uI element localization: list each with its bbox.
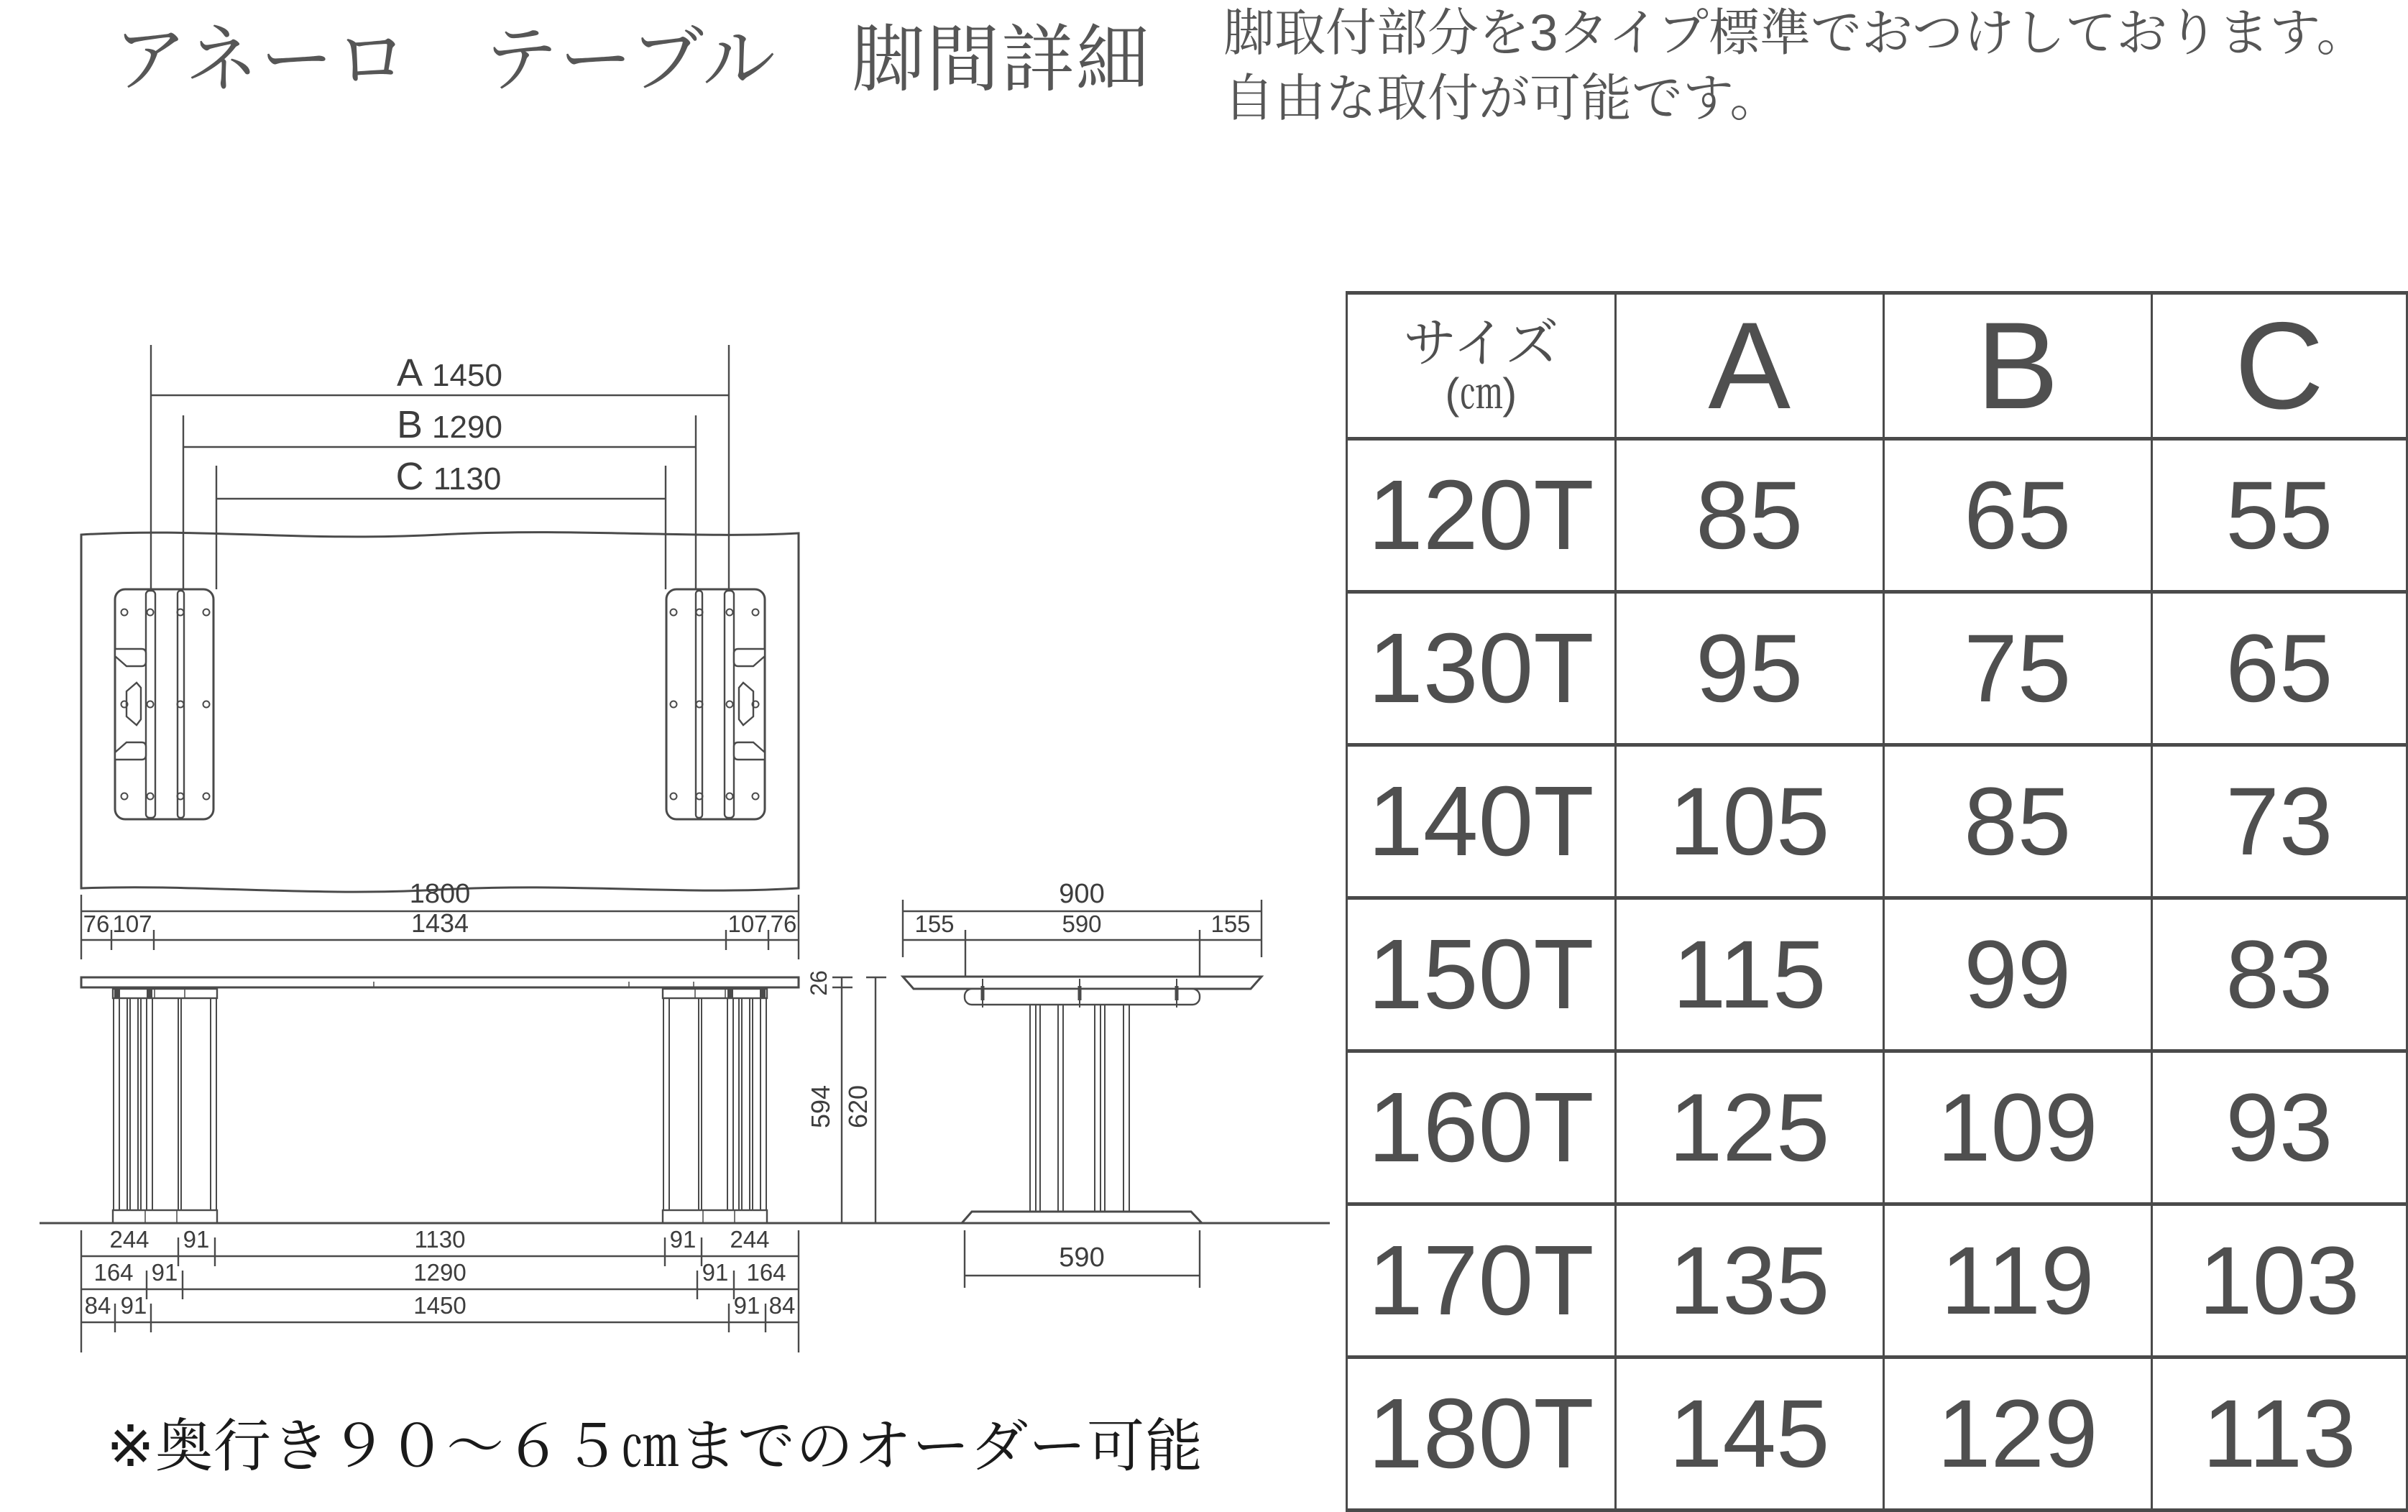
dim-r1-0: 244 bbox=[109, 1226, 150, 1253]
value-b-cell: 109 bbox=[1883, 1051, 2151, 1204]
dim-r1-1: 91 bbox=[183, 1226, 210, 1253]
size-cell: 180T bbox=[1347, 1357, 1616, 1511]
dim-c-label: C bbox=[395, 455, 424, 498]
value-a-cell: 145 bbox=[1615, 1357, 1883, 1511]
page-description-line1: 脚取付部分を3タイプ標準でおつけしております。 bbox=[1223, 5, 2368, 62]
size-table-row bbox=[1347, 592, 2407, 745]
plan-view bbox=[81, 345, 799, 959]
size-cell: 130T bbox=[1347, 592, 1616, 745]
dim-r3-4: 84 bbox=[768, 1292, 796, 1319]
front-width-dimensions bbox=[81, 1226, 799, 1352]
side-depth-dimensions bbox=[903, 879, 1262, 977]
dim-c-value: 1130 bbox=[433, 461, 502, 497]
size-cell: 140T bbox=[1347, 745, 1616, 898]
dim-r2-3: 91 bbox=[702, 1259, 729, 1286]
size-header-label: サイズ bbox=[1403, 313, 1559, 373]
dim-a-value: 1450 bbox=[432, 358, 502, 393]
size-table-row bbox=[1347, 898, 2407, 1051]
dim-depth-total: 900 bbox=[1059, 879, 1105, 909]
size-cell: 150T bbox=[1347, 898, 1616, 1051]
value-b-cell: 129 bbox=[1883, 1357, 2151, 1511]
side-base-dimension bbox=[965, 1230, 1200, 1288]
dim-r3-0: 84 bbox=[84, 1292, 111, 1319]
value-c-cell: 93 bbox=[2151, 1051, 2407, 1204]
dim-plan-total: 1800 bbox=[409, 879, 471, 909]
dim-r3-2: 1450 bbox=[413, 1292, 467, 1319]
size-table-row bbox=[1347, 439, 2407, 592]
dim-total-height: 620 bbox=[843, 1084, 873, 1129]
size-header-unit: (㎝) bbox=[1445, 369, 1517, 418]
dim-top-thickness: 26 bbox=[806, 970, 832, 996]
dim-r2-1: 91 bbox=[151, 1259, 178, 1286]
value-c-cell: 113 bbox=[2151, 1357, 2407, 1511]
value-b-cell: 99 bbox=[1883, 898, 2151, 1051]
plan-leg-plate-right bbox=[666, 589, 765, 819]
dim-r3-1: 91 bbox=[120, 1292, 147, 1319]
dim-base-width: 590 bbox=[1059, 1243, 1105, 1273]
front-tabletop bbox=[81, 977, 799, 987]
dim-r2-4: 164 bbox=[746, 1259, 786, 1286]
side-leg-slats bbox=[1030, 1005, 1129, 1212]
plan-leg-plate-left bbox=[115, 589, 213, 819]
dim-r1-3: 91 bbox=[669, 1226, 697, 1253]
side-view bbox=[903, 879, 1262, 1288]
dim-r2-2: 1290 bbox=[413, 1259, 467, 1286]
value-a-cell: 135 bbox=[1615, 1204, 1883, 1357]
value-a-cell: 95 bbox=[1615, 592, 1883, 745]
dim-plan-edge-right: 76 bbox=[770, 911, 797, 937]
size-table bbox=[1346, 291, 2408, 1512]
size-table-header-row bbox=[1347, 293, 2407, 439]
value-b-cell: 75 bbox=[1883, 592, 2151, 745]
side-mounting-rail bbox=[965, 989, 1200, 1005]
page-description-line2: 自由な取付が可能です。 bbox=[1223, 70, 1781, 127]
value-c-cell: 65 bbox=[2151, 592, 2407, 745]
dim-r3-3: 91 bbox=[733, 1292, 760, 1319]
front-height-dimensions bbox=[806, 970, 886, 1223]
size-cell: 160T bbox=[1347, 1051, 1616, 1204]
size-table-header-c: C bbox=[2151, 293, 2407, 439]
value-a-cell: 115 bbox=[1615, 898, 1883, 1051]
size-table-row bbox=[1347, 1204, 2407, 1357]
value-c-cell: 55 bbox=[2151, 439, 2407, 592]
value-b-cell: 65 bbox=[1883, 439, 2151, 592]
dim-a-label: A bbox=[396, 351, 423, 395]
dim-plan-edge-left: 76 bbox=[83, 911, 110, 937]
dim-r1-2: 1130 bbox=[414, 1226, 466, 1253]
value-b-cell: 85 bbox=[1883, 745, 2151, 898]
size-table-header-b: B bbox=[1883, 293, 2151, 439]
value-a-cell: 105 bbox=[1615, 745, 1883, 898]
dim-plan-inner: 1434 bbox=[410, 908, 469, 938]
value-b-cell: 119 bbox=[1883, 1204, 2151, 1357]
dim-depth-rail: 590 bbox=[1062, 911, 1102, 937]
front-view bbox=[40, 970, 1330, 1352]
size-table-row bbox=[1347, 1051, 2407, 1204]
size-table-header-size bbox=[1347, 293, 1616, 439]
page-title: アネーロ テーブル 脚間詳細 bbox=[114, 19, 1151, 101]
value-c-cell: 103 bbox=[2151, 1204, 2407, 1357]
size-cell: 120T bbox=[1347, 439, 1616, 592]
size-table-header-a: A bbox=[1615, 293, 1883, 439]
dim-b-label: B bbox=[396, 403, 423, 446]
value-a-cell: 125 bbox=[1615, 1051, 1883, 1204]
size-cell: 170T bbox=[1347, 1204, 1616, 1357]
dim-leg-height: 594 bbox=[806, 1084, 835, 1129]
side-leg-base bbox=[962, 1212, 1202, 1223]
dim-plan-inset-right: 107 bbox=[727, 911, 768, 937]
dim-b-value: 1290 bbox=[432, 410, 502, 445]
value-c-cell: 73 bbox=[2151, 745, 2407, 898]
order-footnote: ※奥行き９０～６５㎝までのオーダー可能 bbox=[106, 1414, 1204, 1478]
dim-depth-right: 155 bbox=[1210, 911, 1251, 937]
size-table-row bbox=[1347, 1357, 2407, 1511]
dim-r2-0: 164 bbox=[93, 1259, 134, 1286]
dim-r1-4: 244 bbox=[730, 1226, 770, 1253]
size-table-row bbox=[1347, 745, 2407, 898]
value-a-cell: 85 bbox=[1615, 439, 1883, 592]
value-c-cell: 83 bbox=[2151, 898, 2407, 1051]
front-leg-right bbox=[663, 989, 767, 1223]
plan-spacing-dimensions bbox=[151, 345, 729, 589]
side-tabletop bbox=[903, 977, 1262, 989]
dim-plan-inset-left: 107 bbox=[112, 911, 152, 937]
dim-depth-left: 155 bbox=[914, 911, 955, 937]
front-leg-left bbox=[113, 989, 217, 1223]
